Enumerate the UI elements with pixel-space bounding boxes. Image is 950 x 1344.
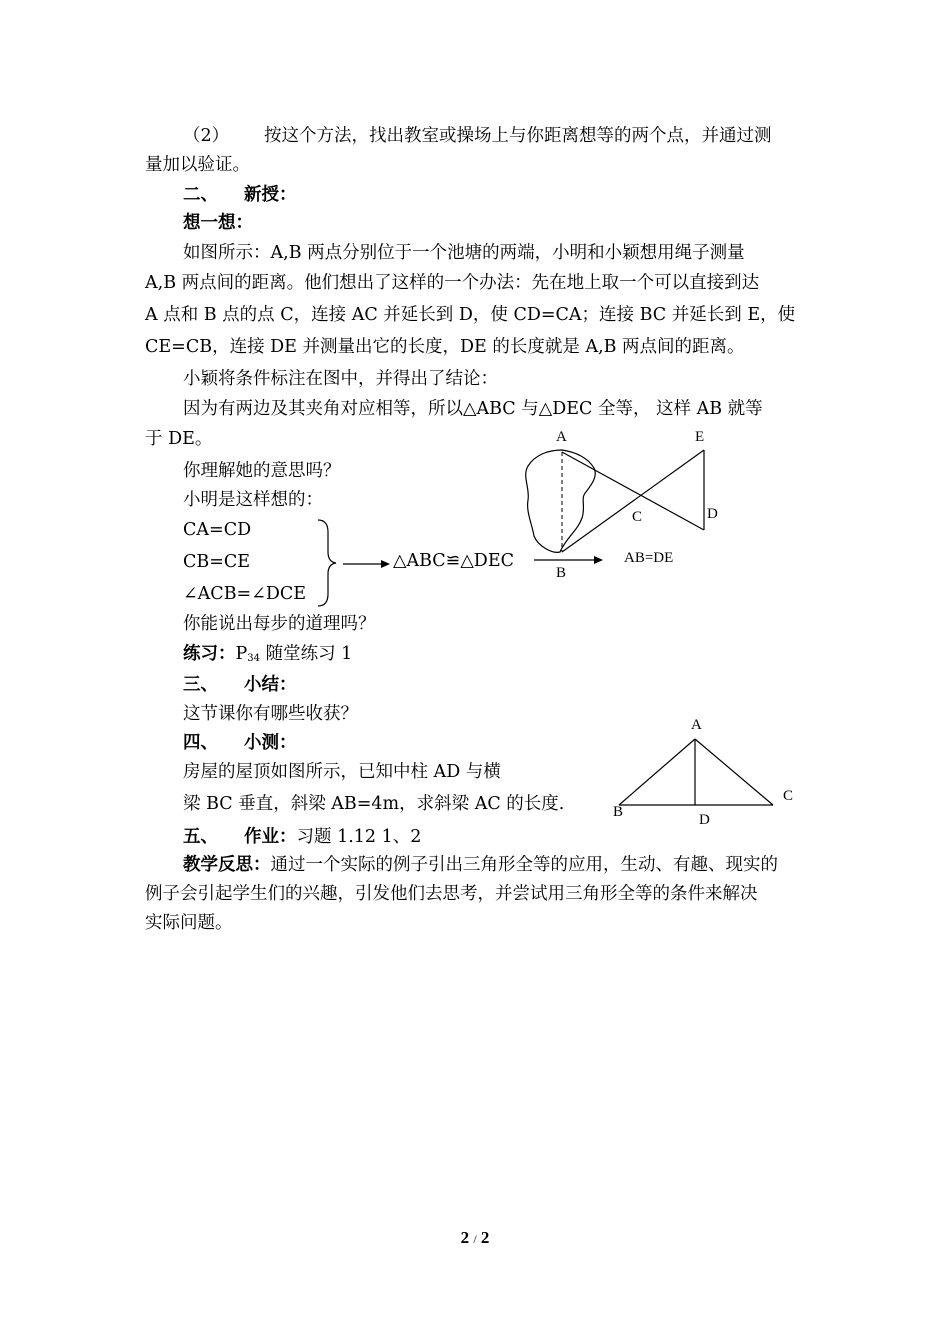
segment-ab	[619, 739, 695, 805]
section-number: 三、	[183, 675, 218, 695]
condition-3: ∠ACB=∠DCE	[183, 584, 307, 604]
practice-label: 练习：	[183, 644, 236, 664]
paragraph-line: 你能说出每步的道理吗？	[183, 614, 376, 634]
paragraph-line: CE=CB，连接 DE 并测量出它的长度，DE 的长度就是 A,B 两点间的距离。	[145, 337, 745, 357]
condition-1: CA=CD	[183, 520, 252, 540]
paragraph-line: A 点和 B 点的点 C，连接 AC 并延长到 D，使 CD=CA；连接 BC 并延长到 E，使	[145, 305, 796, 325]
reflection-label: 教学反思：	[183, 855, 271, 875]
page-current: 2	[460, 1228, 470, 1247]
practice-text: 随堂练习 1	[260, 644, 353, 664]
section-number: 二、	[183, 185, 218, 205]
pond-figure	[500, 440, 730, 570]
paragraph-line: 量加以验证。	[145, 155, 250, 175]
conclusion-congruence: △ABC≌△DEC	[393, 551, 514, 571]
fig1-label-e: E	[695, 429, 705, 445]
homework-line	[244, 825, 421, 849]
conclusion-equal: AB=DE	[624, 550, 674, 566]
paragraph-line: 因为有两边及其夹角对应相等，所以△ABC 与△DEC 全等， 这样 AB 就等	[183, 399, 763, 419]
paragraph-line: 你理解她的意思吗？	[183, 461, 341, 481]
homework-label: 作业：	[244, 827, 297, 847]
section-number: 五、	[183, 827, 218, 847]
page-number	[0, 1228, 950, 1248]
page-total: 2	[480, 1228, 490, 1247]
paragraph-line: 按这个方法，找出教室或操场上与你距离想等的两个点，并通过测	[264, 126, 772, 146]
section-title: 小测：	[244, 733, 297, 753]
paragraph-line: 梁 BC 垂直，斜梁 AB=4m，求斜梁 AC 的长度.	[183, 794, 565, 814]
page-slash: /	[473, 1232, 477, 1246]
paragraph-line: 如图所示：A,B 两点分别位于一个池塘的两端，小明和小颖想用绳子测量	[183, 243, 745, 263]
arrow-1	[343, 558, 391, 570]
fig2-label-a: A	[691, 717, 702, 733]
reflection-line	[183, 853, 778, 877]
paragraph-line: 这节课你有哪些收获？	[183, 704, 358, 724]
fig2-label-d: D	[699, 812, 710, 828]
fig2-label-c: C	[783, 788, 794, 804]
segment-ac	[695, 739, 773, 805]
section-number: 四、	[183, 733, 218, 753]
subsection-title: 想一想：	[183, 213, 253, 233]
item-number: （2）	[183, 126, 230, 146]
section-title: 新授：	[244, 185, 297, 205]
section-title: 小结：	[244, 675, 297, 695]
fig1-label-b: B	[556, 565, 567, 581]
homework-text: 习题 1.12 1、2	[296, 827, 422, 847]
practice-page: P	[235, 644, 248, 664]
reflection-text: 通过一个实际的例子引出三角形全等的应用，生动、有趣、现实的	[270, 855, 778, 875]
paragraph-line: 小颖将条件标注在图中，并得出了结论：	[183, 369, 498, 389]
fig2-label-b: B	[613, 804, 624, 820]
paragraph-line: A,B 两点间的距离。他们想出了这样的一个办法：先在地上取一个可以直接到达	[145, 273, 760, 293]
paragraph-line: 房屋的屋顶如图所示，已知中柱 AD 与横	[183, 762, 501, 782]
pond-outline	[526, 450, 596, 552]
paragraph-line: 实际问题。	[145, 913, 233, 933]
paragraph-line: 例子会引起学生们的兴趣，引发他们去思考，并尝试用三角形全等的条件来解决	[145, 884, 758, 904]
condition-2: CB=CE	[183, 552, 251, 572]
practice-page-sub: 34	[247, 653, 261, 664]
paragraph-line: 于 DE。	[145, 429, 213, 449]
roof-figure	[615, 735, 780, 810]
fig1-label-d: D	[707, 506, 718, 522]
practice-line	[183, 642, 352, 671]
paragraph-line: 小明是这样想的：	[183, 490, 323, 510]
right-brace	[310, 518, 340, 608]
fig1-label-a: A	[556, 429, 567, 445]
fig1-label-c: C	[632, 509, 643, 525]
